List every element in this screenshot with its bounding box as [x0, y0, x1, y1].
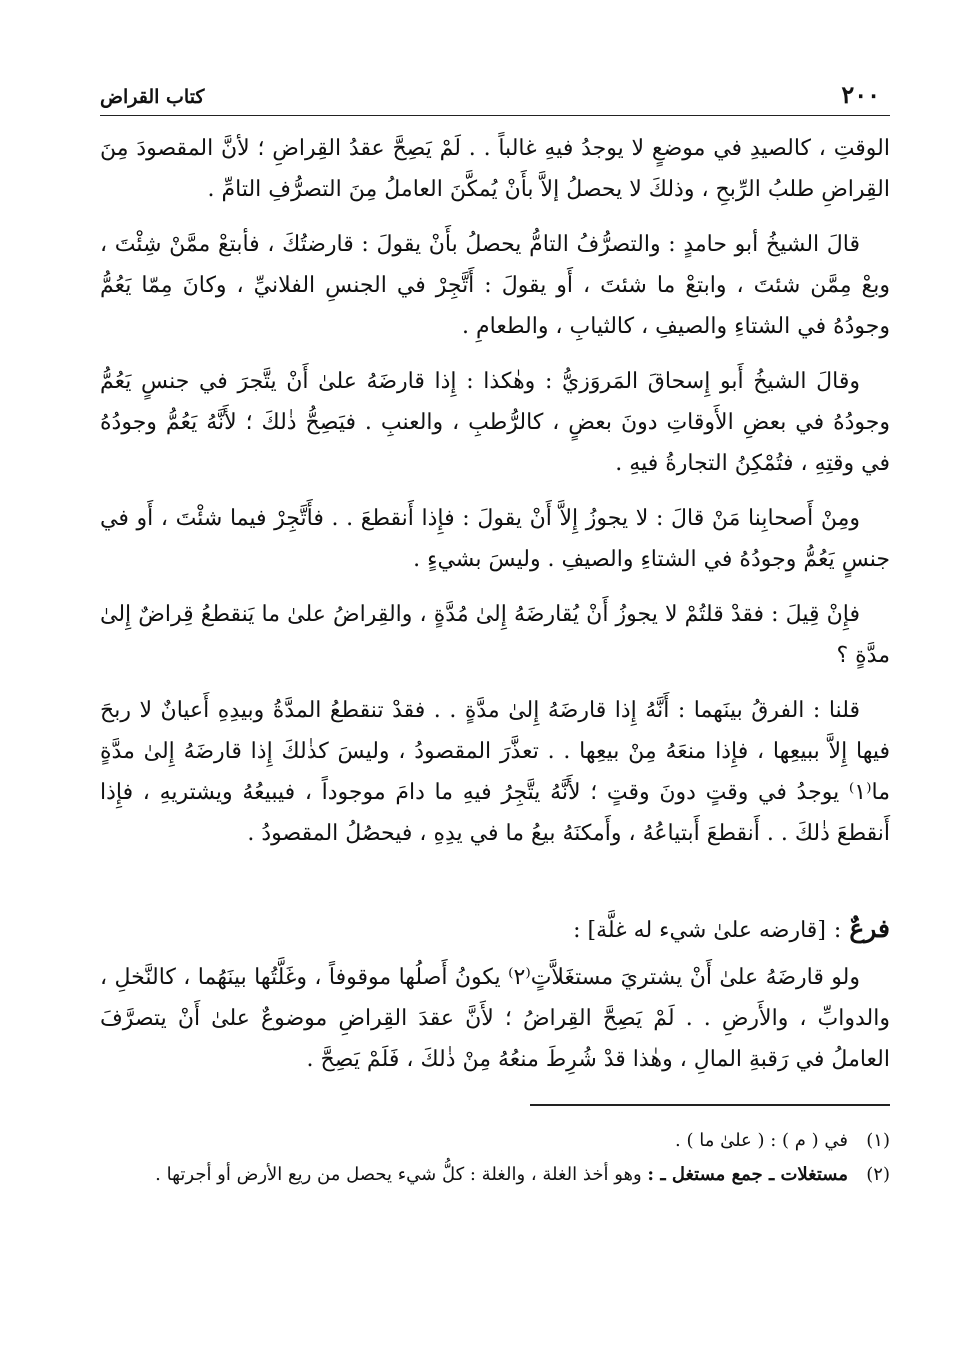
- section-title: [قارضه علىٰ شيء له غلَّة] :: [573, 918, 826, 943]
- section-label: فرعٌ: [849, 914, 890, 943]
- section-text: [100, 957, 890, 1080]
- paragraph: ولو قارضَهُ علىٰ أَنْ يشتريَ مستغَلاَّتٍ⁽٢⁾ يكونُ أَصلُها موقوفاً ، وغَلَّتُها بينَهُما ، كالنَّخلِ ، والدوابِّ ، والأَرضِ . . لَمْ يَصِحَّ القِراضُ ؛ لأَنَّ عقدَ القِراضِ موضوعٌ علىٰ أَنْ يتصرَّفَ العاملُ في رَقبةِ المالِ ، وهٰذا قدْ شُرِطَ منعُهُ مِنْ ذٰلكَ ، فَلَمْ يَصِحَّ .: [100, 965, 890, 1072]
- section-heading: [100, 908, 890, 951]
- footnote: [100, 1124, 890, 1158]
- footnote-body: في ( م ) : ( علىٰ ما ) .: [675, 1130, 848, 1151]
- paragraph: ومِنْ أَصحابِنا مَنْ قالَ : لا يجوزُ إِلاَّ أَنْ يقولَ : فإِذا أَنقطعَ . . فأَتَّجِرْ فيما شئْتَ ، أَو في جنسٍ يَعُمُّ وجودُهُ في الشتاءِ والصيفِ . وليسَ بشيءٍ .: [100, 506, 890, 572]
- paragraph: وقالَ الشيخُ أَبو إِسحاقَ المَروَزيُّ : وهٰكذا : إِذا قارضَهُ علىٰ أَنْ يتَّجرَ في جنسٍ يَعُمُّ وجودُهُ في بعضِ الأَوقاتِ دونَ بعضٍ ، كالرُّطبِ ، والعنبِ . فيَصِحُّ ذٰلكَ ؛ لأَنَّهُ يَعُمُّ وجودُهُ في وقتِهِ ، فتُمْكِنُ التجارةُ فيهِ .: [100, 369, 890, 476]
- paragraph: قالَ الشيخُ أبو حامدٍ : والتصرُّفُ التامُّ يحصلُ بأَنْ يقولَ : قارضتُكَ ، فأبتعْ ممَّنْ شِئْتَ ، وبعْ مِمَّن شئتَ ، وابتعْ ما شئتَ ، أَو يقولَ : أَتَّجِرْ في الجنسِ الفلانيِّ ، وكانَ مِمّا يَعُمُّ وجودُهُ في الشتاءِ والصيفِ ، كالثيابِ ، والطعامِ .: [100, 232, 890, 339]
- book-page: [100, 80, 890, 1192]
- paragraph: فإِنْ قِيلَ : فقدْ قلتُمْ لا يجوزُ أَنْ يُقارضَهُ إِلىٰ مُدَّةٍ ، والقِراضُ علىٰ ما يَنقطعُ قِراضٌ إِلىٰ مدَّةٍ ؟: [100, 602, 890, 668]
- footnote-number: (١): [866, 1130, 890, 1151]
- footnotes: [100, 1124, 890, 1192]
- book-title: كتاب القراض: [100, 86, 205, 108]
- footnote-body: وهو أخذ الغلة ، والغلة : كلُّ شيء يحصل من ريع الأرض أو أجرتها .: [155, 1164, 648, 1185]
- running-header: [100, 80, 890, 116]
- footnote-text: [100, 1124, 848, 1158]
- footnote-number: (٢): [866, 1164, 890, 1185]
- footnote: [100, 1158, 890, 1192]
- footnote-text: [100, 1158, 848, 1192]
- paragraph: الوقتِ ، كالصيدِ في موضعٍ لا يوجدُ فيهِ غالباً . . لَمْ يَصِحَّ عقدُ القِراضِ ؛ لأنَّ المقصودَ مِنَ القِراضِ طلبُ الرِّبحِ ، وذلكَ لا يحصلُ إلاَّ بأَنْ يُمكَّنَ العاملُ مِنَ التصرُّفِ التامِّ .: [100, 136, 890, 202]
- main-text: [100, 128, 890, 854]
- footnote-term: مستغلات ـ جمع مستغل ـ :: [647, 1164, 848, 1185]
- page-number: ٢٠٠: [841, 80, 880, 109]
- footnote-divider: [530, 1104, 890, 1106]
- paragraph: قلنا : الفرقُ بينَهما : أَنَّهُ إِذا قارضَهُ إِلىٰ مدَّةٍ . . فقدْ تنقطعُ المدَّةُ وبيدِهِ أَعيانٌ لا ربحَ فيها إِلاَّ ببيعِها ، فإِذا منعَهُ مِنْ بيعِها . . تعذَّرَ المقصودُ ، وليسَ كذٰلكَ إِذا قارضَهُ إِلىٰ مدَّةٍ ما⁽١⁾ يوجدُ في وقتٍ دونَ وقتٍ ؛ لأَنَّهُ يتَّجِرُ فيهِ ما دامَ موجوداً ، فيبيعُهُ ويشتريهِ ، فإِذا أَنقطعَ ذٰلكَ . . أَنقطعَ أَبتياعُهُ ، وأَمكنَهُ بيعُ ما في يدِهِ ، فيحصُلُ المقصودُ .: [100, 698, 890, 846]
- section-separator: :: [833, 918, 842, 943]
